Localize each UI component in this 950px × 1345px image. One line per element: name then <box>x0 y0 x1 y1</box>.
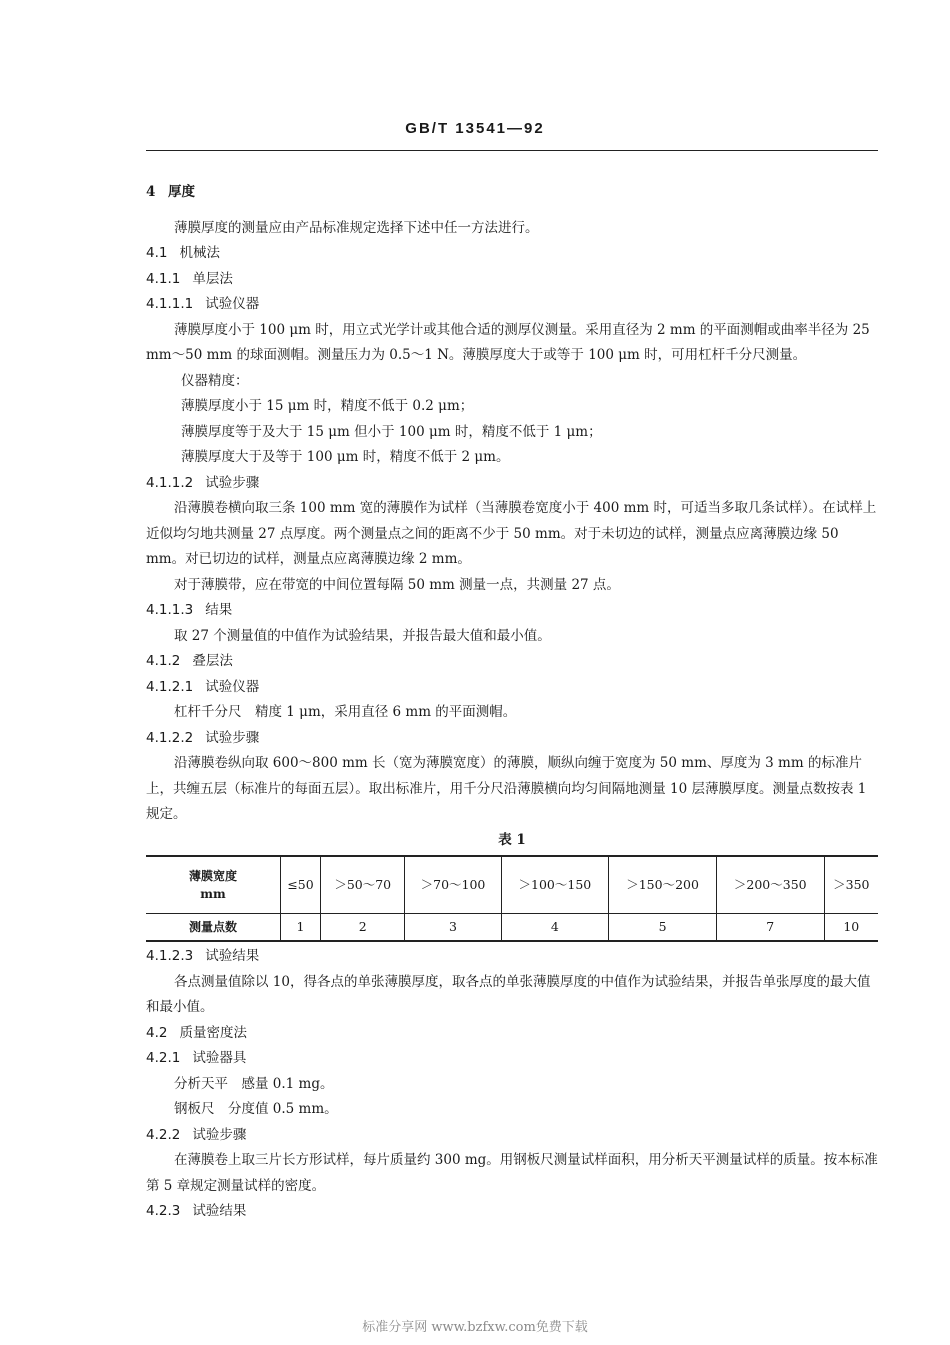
heading-4-2-1 <box>146 1046 878 1072</box>
heading-number: 4.1.1.2 <box>146 474 194 491</box>
heading-number: 4.1.1.1 <box>146 296 194 312</box>
table-cell: 10 <box>824 914 878 942</box>
table-row-label <box>146 856 281 914</box>
heading-number: 4.2.3 <box>146 1203 181 1219</box>
heading-4-1-2-3 <box>146 944 878 970</box>
paragraph: 沿薄膜卷横向取三条 100 mm 宽的薄膜作为试样（当薄膜卷宽度小于 400 mm 时，可适当多取几条试样）。在试样上近似均匀地共测量 27 点厚度。两个测量点之间的距离不少于 50 mm。对于未切边的试样，测量点应离薄膜边缘 50 mm。对已切边的试样，测量点应离薄膜边缘 2 mm。 <box>146 500 877 567</box>
heading-4-1-2-1 <box>146 675 878 701</box>
table-cell: ＞70～100 <box>405 856 501 914</box>
table-1 <box>146 855 878 942</box>
table-cell: 7 <box>716 914 824 942</box>
table-cell: ＞150～200 <box>609 856 717 914</box>
table-caption: 表 1 <box>498 831 526 848</box>
paragraph: 各点测量值除以 10，得各点的单张薄膜厚度，取各点的单张薄膜厚度的中值作为试验结果，并报告单张厚度的最大值和最小值。 <box>146 973 871 1015</box>
header-rule <box>146 150 878 151</box>
heading-number: 4.1.2.1 <box>146 678 194 695</box>
heading-title: 试验仪器 <box>205 296 260 312</box>
heading-4-2 <box>146 1021 878 1047</box>
table-cell: ≤50 <box>281 856 321 914</box>
heading-title: 叠层法 <box>192 653 233 669</box>
width-label: 薄膜宽度 <box>188 869 237 883</box>
heading-4-1-1-3 <box>146 598 878 624</box>
heading-number: 4.1.1.3 <box>146 602 194 618</box>
paragraph: 薄膜厚度等于及大于 15 μm 但小于 100 μm 时，精度不低于 1 μm； <box>181 423 602 440</box>
paragraph: 杠杆千分尺 精度 1 μm，采用直径 6 mm 的平面测帽。 <box>174 704 517 720</box>
width-unit: mm <box>200 887 226 901</box>
heading-number: 4.1 <box>146 245 168 261</box>
section-4-heading <box>146 180 878 206</box>
table-cell: ＞100～150 <box>501 856 609 914</box>
heading-number: 4.1.1 <box>146 270 181 287</box>
heading-title: 质量密度法 <box>179 1024 247 1041</box>
table-cell: ＞350 <box>824 856 878 914</box>
table-cell: 4 <box>501 914 609 942</box>
heading-title: 结果 <box>205 602 233 618</box>
heading-title: 试验器具 <box>192 1050 247 1066</box>
table-cell: 5 <box>609 914 717 942</box>
table-cell: 1 <box>281 914 321 942</box>
paragraph: 薄膜厚度小于 15 μm 时，精度不低于 0.2 μm； <box>181 398 474 414</box>
paragraph: 薄膜厚度大于及等于 100 μm 时，精度不低于 2 μm。 <box>181 449 510 465</box>
paragraph: 仪器精度： <box>181 372 249 389</box>
heading-number: 4.1.2 <box>146 653 181 669</box>
paragraph: 薄膜厚度的测量应由产品标准规定选择下述中任一方法进行。 <box>174 219 539 236</box>
paragraph: 薄膜厚度小于 100 μm 时，用立式光学计或其他合适的测厚仪测量。采用直径为 2 mm 的平面测帽或曲率半径为 25 mm～50 mm 的球面测帽。测量压力为 0.5～1 N。薄膜厚度大于或等于 100 μm 时，可用杠杆千分尺测量。 <box>146 321 870 363</box>
heading-4-2-2 <box>146 1123 878 1149</box>
heading-title: 试验仪器 <box>205 678 260 695</box>
document-body <box>146 180 878 1225</box>
table-cell: 3 <box>405 914 501 942</box>
paragraph: 分析天平 感量 0.1 mg。 <box>174 1075 334 1092</box>
table-cell: 2 <box>321 914 405 942</box>
heading-4-1-2 <box>146 649 878 675</box>
table-cell: ＞200～350 <box>716 856 824 914</box>
heading-4-1-1 <box>146 267 878 293</box>
heading-title: 机械法 <box>179 245 220 261</box>
heading-4-2-3 <box>146 1199 878 1225</box>
paragraph: 沿薄膜卷纵向取 600～800 mm 长（宽为薄膜宽度）的薄膜，顺纵向缠于宽度为 50 mm、厚度为 3 mm 的标准片上，共缠五层（标准片的每面五层）。取出标准片，用千分尺沿薄膜横向均匀间隔地测量 10 层薄膜厚度。测量点数按表 1 规定。 <box>146 755 867 822</box>
heading-4-1 <box>146 241 878 267</box>
heading-title: 试验步骤 <box>205 474 260 491</box>
section-title: 厚度 <box>168 184 195 200</box>
heading-title: 试验结果 <box>192 1203 247 1219</box>
table-row-label: 测量点数 <box>146 914 281 942</box>
heading-title: 试验结果 <box>205 948 260 964</box>
paragraph: 在薄膜卷上取三片长方形试样，每片质量约 300 mg。用钢板尺测量试样面积，用分析天平测量试样的质量。按本标准第 5 章规定测量试样的密度。 <box>146 1152 878 1194</box>
heading-number: 4.1.2.3 <box>146 948 194 964</box>
heading-title: 单层法 <box>192 270 233 287</box>
section-number: 4 <box>146 184 156 200</box>
heading-title: 试验步骤 <box>192 1126 247 1143</box>
watermark-footer: 标准分享网 www.bzfxw.com免费下载 <box>362 1320 588 1335</box>
heading-4-1-1-2 <box>146 471 878 497</box>
paragraph: 对于薄膜带，应在带宽的中间位置每隔 50 mm 测量一点，共测量 27 点。 <box>174 576 620 593</box>
table-row-points <box>146 914 878 942</box>
paragraph: 取 27 个测量值的中值作为试验结果，并报告最大值和最小值。 <box>174 627 551 644</box>
table-cell: ＞50～70 <box>321 856 405 914</box>
paragraph: 钢板尺 分度值 0.5 mm。 <box>174 1101 338 1117</box>
heading-number: 4.2.2 <box>146 1126 181 1143</box>
heading-title: 试验步骤 <box>205 729 260 746</box>
table-row-width <box>146 856 878 914</box>
heading-number: 4.1.2.2 <box>146 729 194 746</box>
heading-4-1-1-1 <box>146 292 878 318</box>
standard-number-header: GB/T 13541—92 <box>405 120 545 137</box>
heading-number: 4.2 <box>146 1024 168 1041</box>
heading-number: 4.2.1 <box>146 1050 181 1066</box>
heading-4-1-2-2 <box>146 726 878 752</box>
